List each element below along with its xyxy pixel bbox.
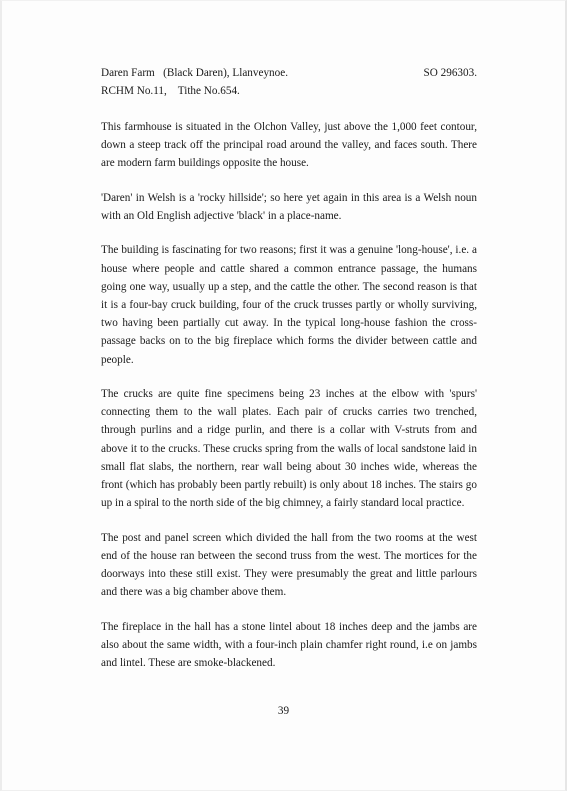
header-grid-reference: SO 296303. bbox=[423, 67, 477, 79]
paragraph-name-meaning: 'Daren' in Welsh is a 'rocky hillside'; so here yet again in this area is a Welsh noun with an Old English adjective 'black' in a place-name. bbox=[101, 191, 477, 222]
header-references: RCHM No.11, Tithe No.654. bbox=[101, 85, 240, 97]
paragraph-screen: The post and panel screen which divided the hall from the two rooms at the west end of the house ran between the second truss from the west. The mortices for the doorways into these still exist. They were presumably the great and little parlours and there was a big chamber above them. bbox=[101, 531, 477, 599]
paragraph-long-house: The building is fascinating for two reasons; first it was a genuine 'long-house', i.e. a house where people and cattle shared a common entrance passage, the humans going one way, usually up a step, and the cattle the other. The second reason is that it is a four-bay cruck building, four of the cruck trusses partly or wholly surviving, two having been partially cut away. In the typical long-house fashion the cross-passage backs on to the big fireplace which forms the divider between cattle and people. bbox=[101, 244, 477, 366]
page-number: 39 bbox=[277, 705, 290, 717]
header-title-row bbox=[101, 64, 477, 82]
header-title: Daren Farm (Black Daren), Llanveynoe. bbox=[101, 67, 289, 79]
body-text bbox=[101, 118, 477, 688]
paragraph-fireplace: The fireplace in the hall has a stone lintel about 18 inches deep and the jambs are also about the same width, with a four-inch plain chamfer right round, i.e on jambs and lintel. These are smoke-blackened. bbox=[101, 620, 477, 670]
paragraph-crucks: The crucks are quite fine specimens being 23 inches at the elbow with 'spurs' connecting them to the wall plates. Each pair of crucks carries two trenched, through purlins and a ridge purlin, and there is a collar with V-struts from and above it to the crucks. These crucks spring from the walls of local sandstone laid in small flat slabs, the northern, rear wall being about 30 inches wide, whereas the front (which has probably been partly rebuilt) is only about 18 inches. The stairs go up in a spiral to the north side of the big chimney, a fairly standard local practice. bbox=[101, 388, 477, 510]
document-header bbox=[101, 64, 477, 100]
paragraph-location: This farmhouse is situated in the Olchon Valley, just above the 1,000 feet contour, down a steep track off the principal road around the valley, and faces south. There are modern farm buildings opposite the house. bbox=[101, 121, 477, 170]
